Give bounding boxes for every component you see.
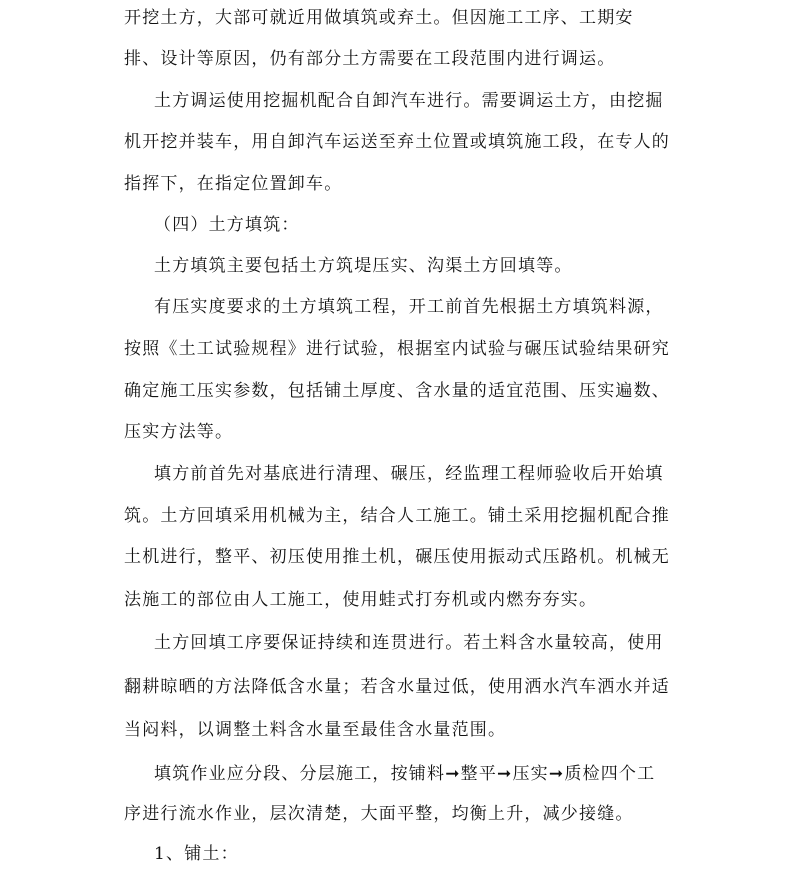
text-line-2: 排、设计等原因，仍有部分土方需要在工段范围内进行调运。 [124, 49, 616, 69]
sub-heading-1: 1、铺土： [154, 844, 239, 864]
text-line-9: 按照《土工试验规程》进行试验，根据室内试验与碾压试验结果研究 [124, 339, 670, 359]
text-line-4: 机开挖并装车，用自卸汽车运送至弃土位置或填筑施工段，在专人的 [124, 132, 670, 152]
text-line-18: 当闷料，以调整土料含水量至最佳含水量范围。 [124, 720, 507, 740]
text-line-17: 翻耕晾晒的方法降低含水量；若含水量过低，使用洒水汽车洒水并适 [124, 677, 670, 697]
text-line-20: 序进行流水作业，层次清楚，大面平整，均衡上升，减少接缝。 [124, 804, 634, 824]
text-line-14: 土机进行，整平、初压使用推土机，碾压使用振动式压路机。机械无 [124, 547, 670, 567]
text-line-10: 确定施工压实参数，包括铺土厚度、含水量的适宜范围、压实遍数、 [124, 381, 670, 401]
text-line-11: 压实方法等。 [124, 422, 234, 442]
text-line-19: 填筑作业应分段、分层施工，按铺料➞整平➞压实➞质检四个工 [154, 764, 656, 784]
text-line-15: 法施工的部位由人工施工，使用蛙式打夯机或内燃夯夯实。 [124, 590, 598, 610]
text-line-16: 土方回填工序要保证持续和连贯进行。若土料含水量较高，使用 [154, 633, 664, 653]
text-line-5: 指挥下，在指定位置卸车。 [124, 174, 343, 194]
text-line-3: 土方调运使用挖掘机配合自卸汽车进行。需要调运土方，由挖掘 [154, 91, 664, 111]
text-line-13: 筑。土方回填采用机械为主，结合人工施工。铺土采用挖掘机配合推 [124, 506, 670, 526]
text-line-7: 土方填筑主要包括土方筑堤压实、沟渠土方回填等。 [154, 256, 573, 276]
text-line-12: 填方前首先对基底进行清理、碾压，经监理工程师验收后开始填 [154, 464, 664, 484]
text-line-1: 开挖土方，大部可就近用做填筑或弃土。但因施工工序、工期安 [124, 8, 634, 28]
text-line-8: 有压实度要求的土方填筑工程，开工前首先根据土方填筑料源， [154, 297, 664, 317]
section-heading: （四）土方填筑： [154, 215, 300, 235]
